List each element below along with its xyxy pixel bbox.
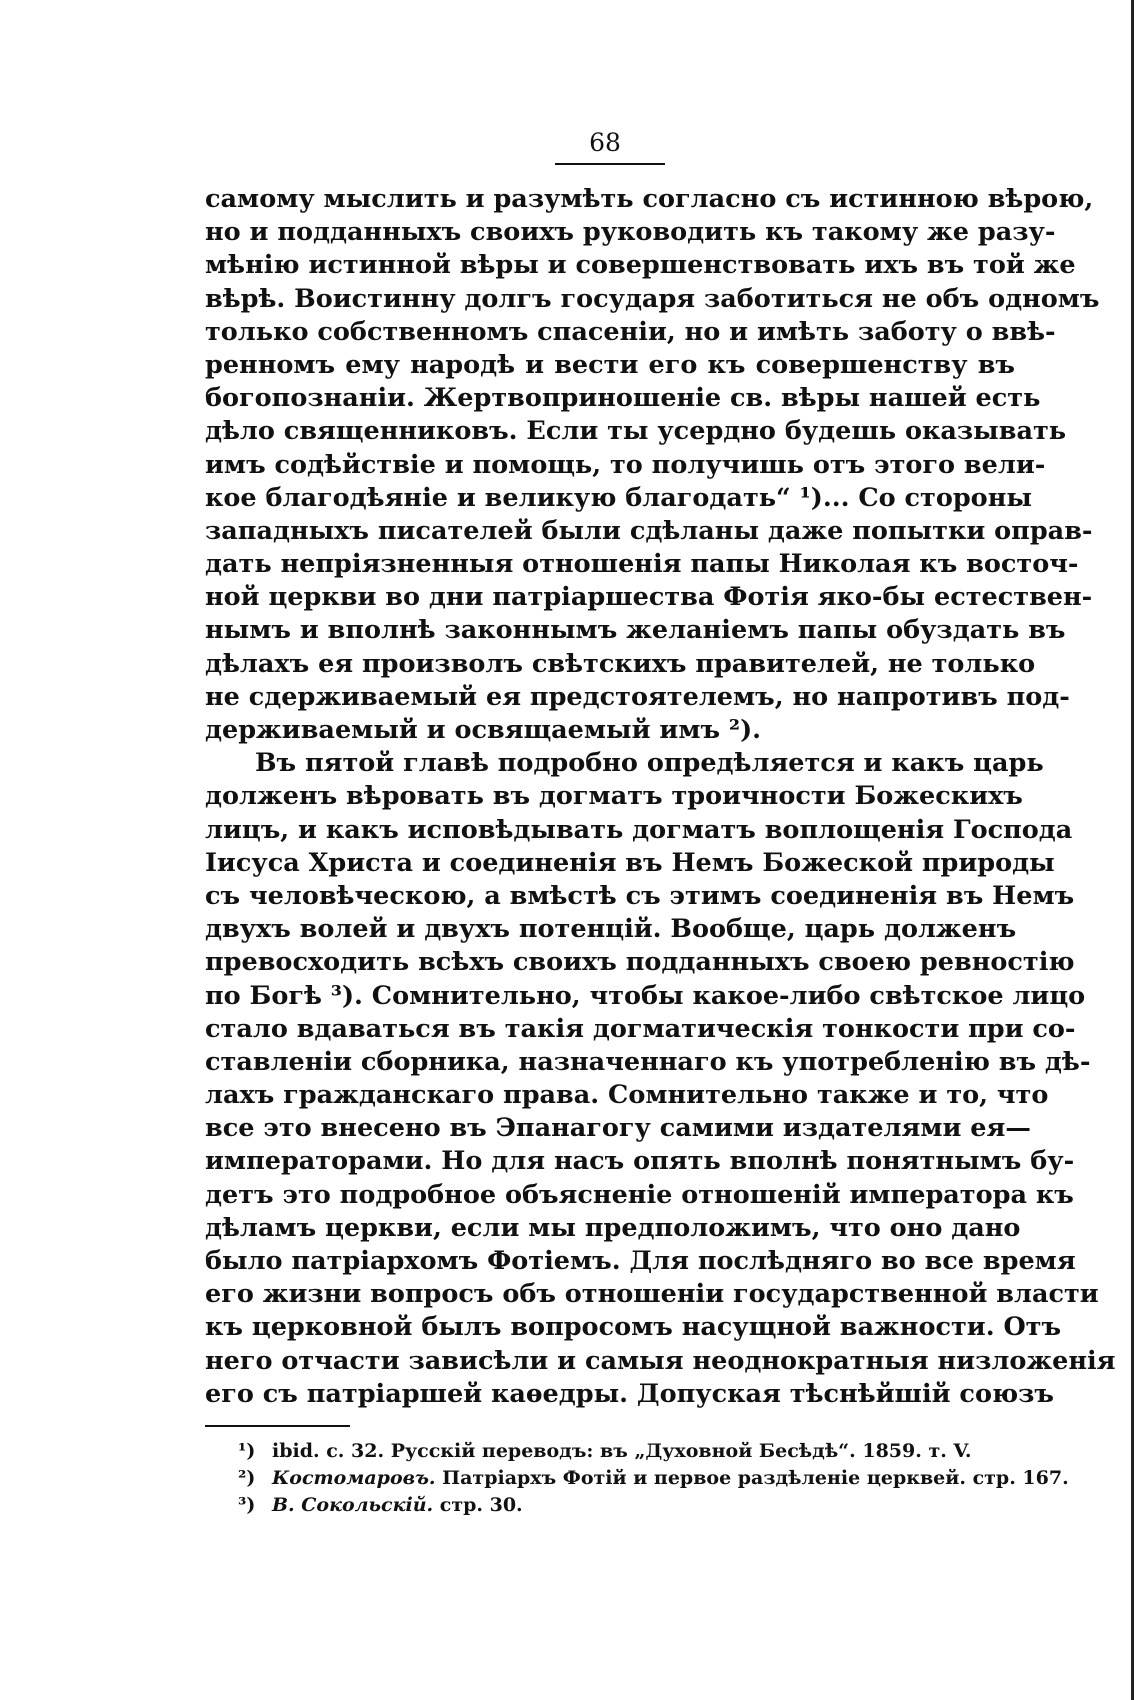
text-line: лахъ гражданскаго права. Сомнительно также и то, что (205, 1080, 1049, 1111)
text-line: Іисуса Христа и соединенія въ Немъ Божеской природы (205, 847, 1055, 878)
text-line: его съ патріаршей каѳедры. Допуская тѣснѣйшій союзъ (205, 1378, 1054, 1409)
footnote-marker: ²) (238, 1467, 256, 1489)
text-line: двухъ волей и двухъ потенцій. Вообще, царь долженъ (205, 914, 1017, 945)
text-line: по Богѣ ³). Сомнительно, чтобы какое-либо свѣтское лицо (205, 980, 1086, 1011)
text-line: императорами. Но для насъ опять вполнѣ понятнымъ бу- (205, 1146, 1075, 1177)
text-line: не сдерживаемый ея предстоятелемъ, но напротивъ под- (205, 681, 1070, 712)
footnote-author: В. Сокольскій. (272, 1494, 434, 1516)
text-line: его жизни вопросъ объ отношеніи государственной власти (205, 1279, 1099, 1310)
text-line: съ человѣческою, а вмѣстѣ съ этимъ соединенія въ Немъ (205, 880, 1075, 911)
footnote-3 (238, 1492, 1018, 1519)
text-line: держиваемый и освящаемый имъ ²). (205, 715, 762, 745)
body-text (205, 183, 1116, 1411)
page-number-rule (555, 163, 665, 165)
page-edge-line (1131, 0, 1134, 1700)
text-line: нымъ и вполнѣ законнымъ желаніемъ папы обуздать въ (205, 615, 1066, 646)
text-line: долженъ вѣровать въ догматъ троичности Божескихъ (205, 781, 1023, 812)
page-number: 68 (589, 128, 621, 157)
footnote-author: Костомаровъ. (272, 1467, 436, 1489)
text-line: Въ пятой главѣ подробно опредѣляется и какъ царь (255, 748, 1044, 779)
text-line: западныхъ писателей были сдѣланы даже попытки оправ- (205, 515, 1093, 546)
text-line: богопознаніи. Жертвоприношеніе св. вѣры нашей есть (205, 383, 1041, 414)
text-line: дѣло священниковъ. Если ты усердно будешь оказывать (205, 416, 1067, 447)
text-line: но и подданныхъ своихъ руководить къ такому же разу- (205, 217, 1056, 248)
text-line: было патріархомъ Фотіемъ. Для послѣдняго во все время (205, 1246, 1076, 1276)
text-line: превосходить всѣхъ своихъ подданныхъ своею ревностію (205, 947, 1075, 978)
text-line: вѣрѣ. Воистинну долгъ государя заботиться не объ одномъ (205, 283, 1100, 314)
text-line: все это внесено въ Эпанагогу самими издателями ея— (205, 1113, 1031, 1144)
footnote-text: стр. 30. (433, 1494, 523, 1516)
text-line: ной церкви во дни патріаршества Фотія яко-бы естествен- (205, 582, 1093, 613)
footnote-text: ibid. с. 32. Русскій переводъ: въ „Духовной Бесѣдѣ“. 1859. т. V. (272, 1440, 972, 1462)
text-line: лицъ, и какъ исповѣдывать догматъ воплощенія Господа (205, 814, 1073, 845)
footnote-marker: ¹) (238, 1440, 256, 1462)
text-line: дѣламъ церкви, если мы предположимъ, что оно дано (205, 1212, 1021, 1243)
text-line: стало вдаваться въ такія догматическія тонкости при со- (205, 1013, 1076, 1044)
footnote-rule (205, 1425, 350, 1427)
footnote-text: Патріархъ Фотій и первое раздѣленіе церквей. стр. 167. (435, 1467, 1069, 1489)
text-line: имъ содѣйствіе и помощь, то получишь отъ этого вели- (205, 449, 1046, 480)
text-line: самому мыслить и разумѣть согласно съ истинною вѣрою, (205, 184, 1094, 214)
text-line: детъ это подробное объясненіе отношеній императора къ (205, 1179, 1074, 1210)
text-line: мѣнію истинной вѣры и совершенствовать ихъ въ той же (205, 250, 1076, 281)
text-line: дать непріязненныя отношенія папы Николая къ восточ- (205, 549, 1079, 580)
text-line: ренномъ ему народѣ и вести его къ совершенству въ (205, 349, 1015, 380)
text-line: него отчасти зависѣли и самыя неоднократныя низложенія (205, 1345, 1116, 1376)
footnote-marker: ³) (238, 1494, 256, 1516)
text-line: только собственномъ спасеніи, но и имѣть заботу о ввѣ- (205, 316, 1056, 347)
footnotes (238, 1438, 1069, 1519)
text-line: кое благодѣяніе и великую благодать“ ¹)... Со стороны (205, 482, 1032, 513)
text-line: ставленіи сборника, назначеннаго къ употребленію въ дѣ- (205, 1046, 1091, 1077)
footnote-2 (238, 1465, 1069, 1492)
footnote-1 (238, 1438, 1018, 1465)
text-line: дѣлахъ ея произволъ свѣтскихъ правителей, не только (205, 648, 1036, 679)
text-line: къ церковной былъ вопросомъ насущной важности. Отъ (205, 1312, 1062, 1343)
